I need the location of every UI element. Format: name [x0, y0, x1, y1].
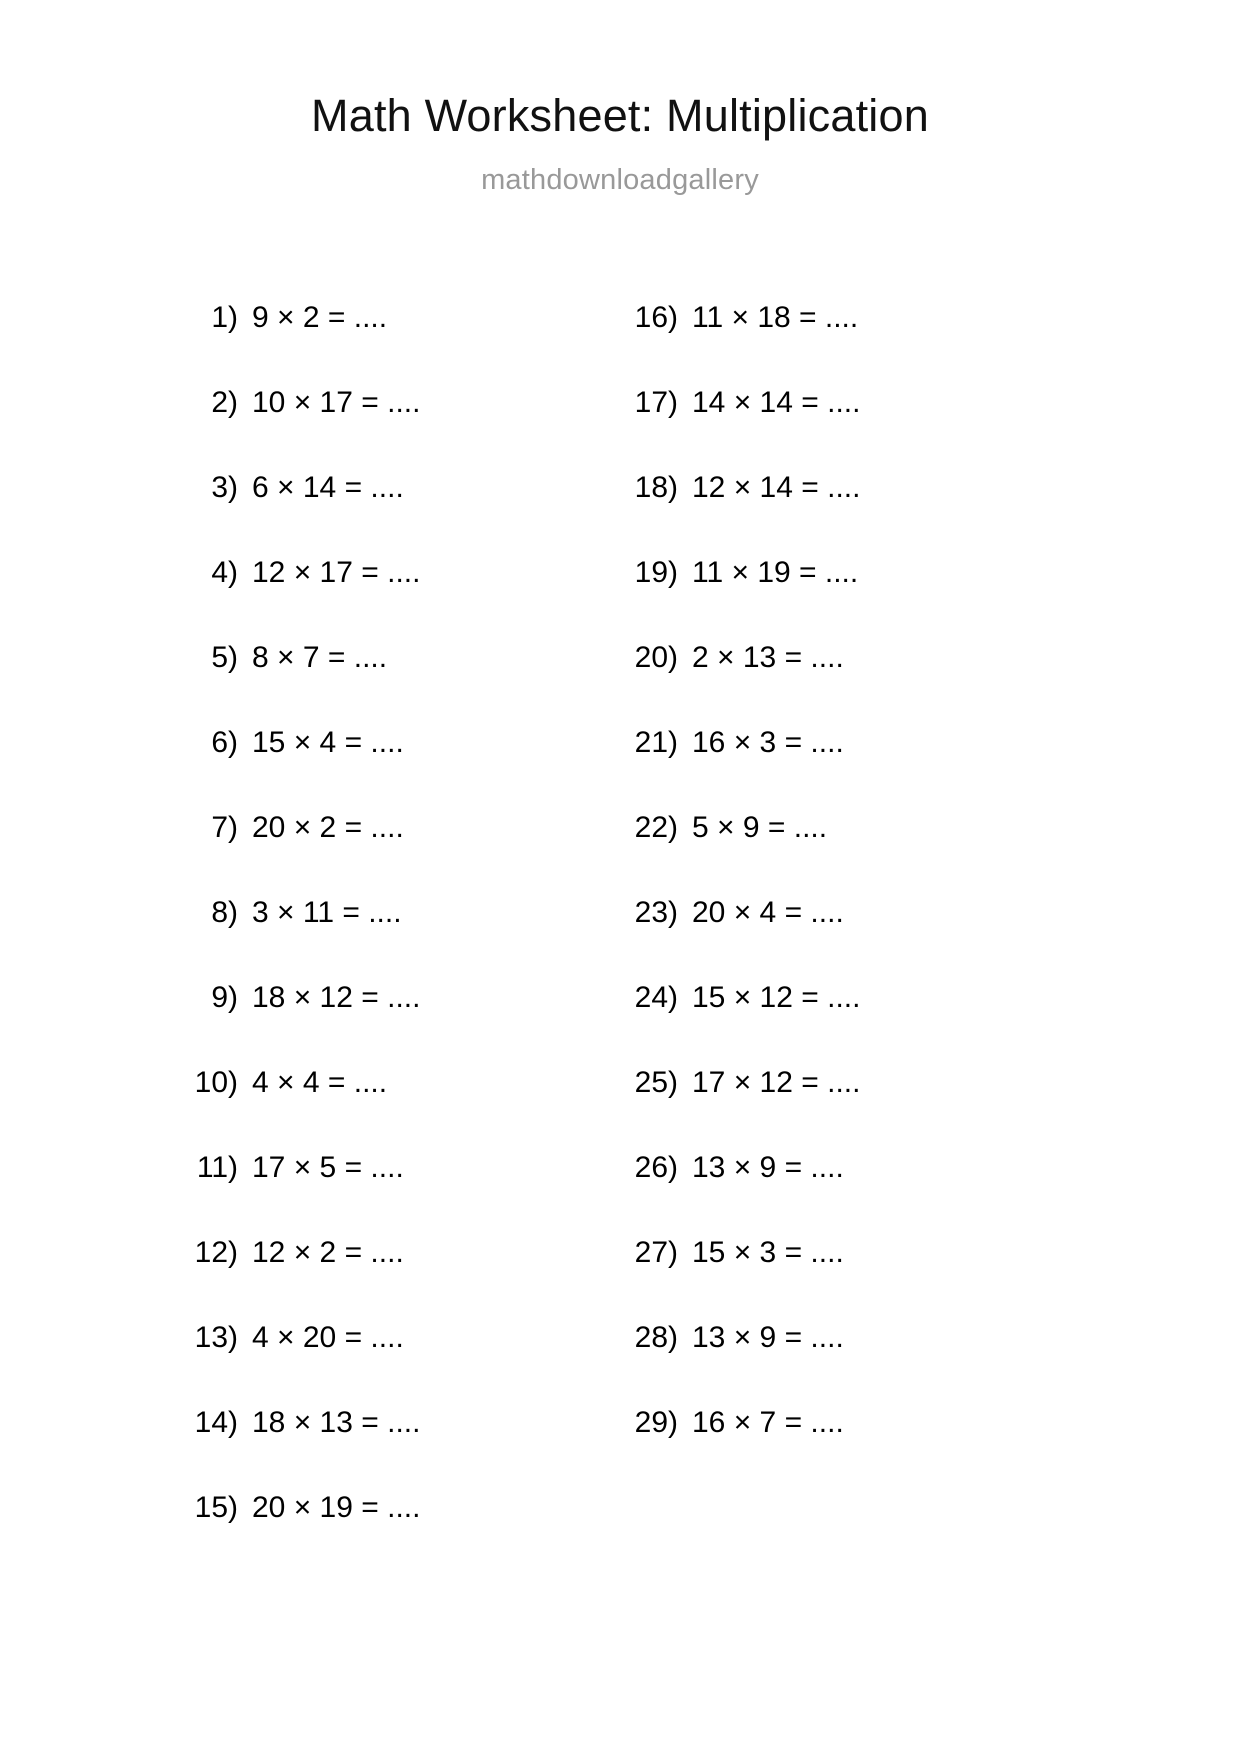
problem-expression: 15 × 4 = ....	[252, 726, 404, 759]
problem-number: 29)	[634, 1406, 678, 1439]
problem-item	[180, 615, 620, 700]
problem-item	[180, 360, 620, 445]
problem-expression: 16 × 7 = ....	[692, 1406, 844, 1439]
problem-item	[180, 870, 620, 955]
problem-expression: 14 × 14 = ....	[692, 386, 861, 419]
problem-item	[620, 360, 1060, 445]
problem-number: 13)	[194, 1321, 238, 1354]
problem-item	[620, 1295, 1060, 1380]
page-subtitle: mathdownloadgallery	[481, 164, 759, 196]
problem-number: 7)	[211, 811, 238, 844]
problem-item	[180, 785, 620, 870]
problem-expression: 2 × 13 = ....	[692, 641, 844, 674]
problem-number: 6)	[211, 726, 238, 759]
problem-item	[180, 530, 620, 615]
problem-number: 9)	[211, 981, 238, 1014]
problem-number: 28)	[634, 1321, 678, 1354]
problem-expression: 16 × 3 = ....	[692, 726, 844, 759]
problem-expression: 18 × 12 = ....	[252, 981, 421, 1014]
problem-item	[620, 1210, 1060, 1295]
problem-expression: 20 × 2 = ....	[252, 811, 404, 844]
problem-expression: 13 × 9 = ....	[692, 1151, 844, 1184]
problem-number: 3)	[211, 471, 238, 504]
problem-item	[180, 1125, 620, 1210]
problem-item	[180, 955, 620, 1040]
problem-item	[180, 1465, 620, 1550]
problem-expression: 3 × 11 = ....	[252, 896, 402, 929]
problem-expression: 11 × 19 = ....	[692, 556, 859, 589]
problem-number: 12)	[194, 1236, 238, 1269]
problem-item	[620, 870, 1060, 955]
page-title: Math Worksheet: Multiplication	[311, 90, 929, 141]
problem-item	[620, 1040, 1060, 1125]
problem-number: 23)	[634, 896, 678, 929]
problem-expression: 12 × 2 = ....	[252, 1236, 404, 1269]
problem-expression: 20 × 4 = ....	[692, 896, 844, 929]
problem-item	[180, 1210, 620, 1295]
problem-expression: 12 × 17 = ....	[252, 556, 421, 589]
problem-expression: 18 × 13 = ....	[252, 1406, 421, 1439]
problem-item	[620, 700, 1060, 785]
problem-list	[0, 275, 1240, 1550]
problem-number: 14)	[194, 1406, 238, 1439]
problem-expression: 5 × 9 = ....	[692, 811, 828, 844]
problem-item	[180, 700, 620, 785]
problem-number: 1)	[211, 301, 238, 334]
problem-number: 25)	[634, 1066, 678, 1099]
problem-item	[620, 955, 1060, 1040]
problem-item	[180, 1380, 620, 1465]
problem-column-left	[180, 275, 620, 1550]
problem-number: 26)	[634, 1151, 678, 1184]
problem-expression: 15 × 12 = ....	[692, 981, 861, 1014]
problem-expression: 9 × 2 = ....	[252, 301, 388, 334]
problem-number: 27)	[634, 1236, 678, 1269]
problem-item	[620, 1125, 1060, 1210]
problem-number: 10)	[194, 1066, 238, 1099]
problem-item	[620, 785, 1060, 870]
problem-item	[620, 530, 1060, 615]
problem-number: 2)	[211, 386, 238, 419]
problem-expression: 13 × 9 = ....	[692, 1321, 844, 1354]
problem-column-right	[620, 275, 1060, 1550]
problem-expression: 4 × 20 = ....	[252, 1321, 404, 1354]
problem-number: 5)	[211, 641, 238, 674]
problem-item	[620, 1380, 1060, 1465]
problem-number: 18)	[634, 471, 678, 504]
problem-expression: 4 × 4 = ....	[252, 1066, 388, 1099]
problem-number: 4)	[211, 556, 238, 589]
problem-expression: 17 × 12 = ....	[692, 1066, 861, 1099]
problem-expression: 10 × 17 = ....	[252, 386, 421, 419]
problem-item	[620, 445, 1060, 530]
problem-number: 19)	[634, 556, 678, 589]
problem-expression: 15 × 3 = ....	[692, 1236, 844, 1269]
problem-item	[180, 445, 620, 530]
problem-number: 22)	[634, 811, 678, 844]
problem-expression: 8 × 7 = ....	[252, 641, 388, 674]
problem-expression: 6 × 14 = ....	[252, 471, 404, 504]
problem-number: 16)	[634, 301, 678, 334]
problem-number: 24)	[634, 981, 678, 1014]
problem-item	[180, 1040, 620, 1125]
problem-item	[620, 275, 1060, 360]
problem-item	[180, 1295, 620, 1380]
problem-number: 21)	[634, 726, 678, 759]
problem-item	[180, 275, 620, 360]
problem-expression: 11 × 18 = ....	[692, 301, 859, 334]
problem-expression: 17 × 5 = ....	[252, 1151, 404, 1184]
problem-number: 11)	[196, 1151, 238, 1184]
problem-expression: 12 × 14 = ....	[692, 471, 861, 504]
problem-number: 20)	[634, 641, 678, 674]
problem-number: 15)	[194, 1491, 238, 1524]
problem-number: 8)	[211, 896, 238, 929]
problem-number: 17)	[634, 386, 678, 419]
problem-expression: 20 × 19 = ....	[252, 1491, 421, 1524]
problem-item	[620, 615, 1060, 700]
